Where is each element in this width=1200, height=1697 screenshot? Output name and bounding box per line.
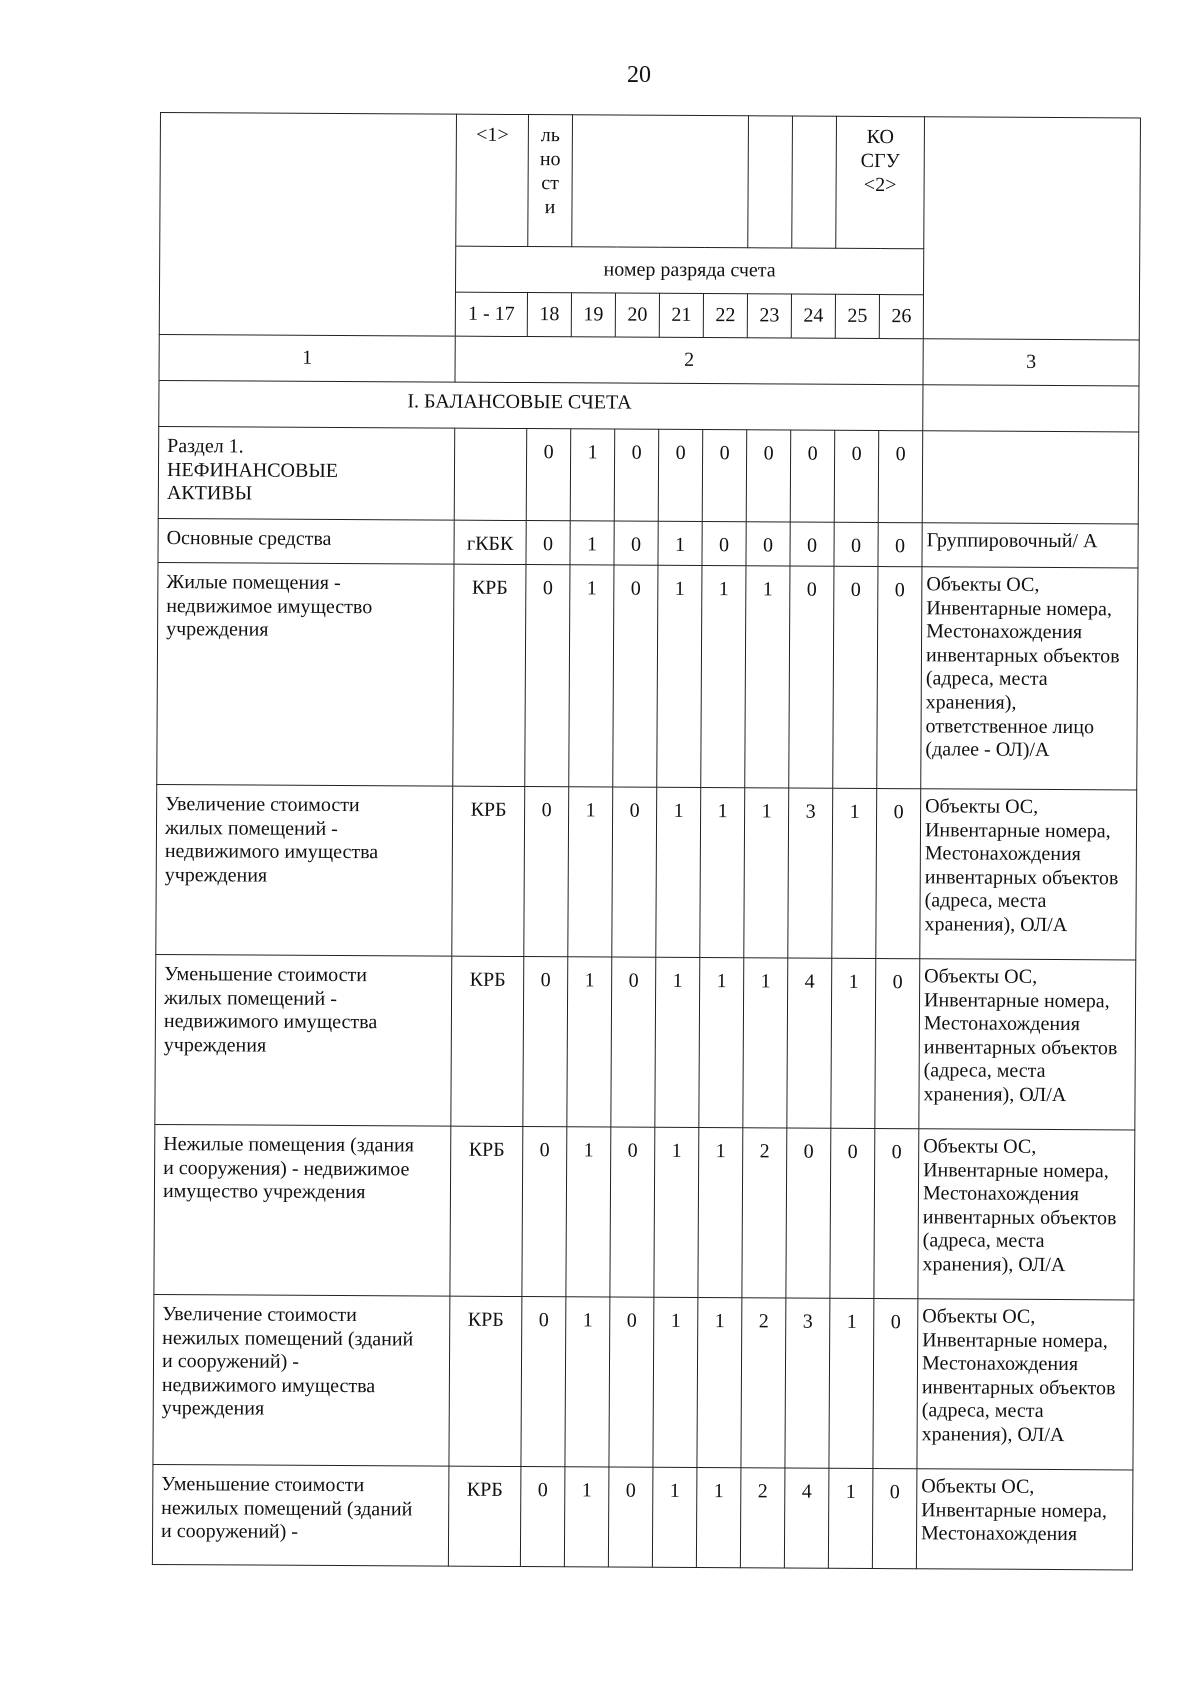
column-number: 1	[159, 334, 455, 382]
account-digit: 1	[699, 958, 744, 1128]
account-code: КРБ	[451, 956, 524, 1126]
account-digit: 0	[872, 1469, 917, 1569]
account-digit: 1	[570, 429, 615, 521]
account-name	[157, 562, 454, 786]
account-digit: 0	[608, 1467, 653, 1567]
digit-label: 25	[835, 294, 879, 338]
account-digit: 0	[526, 429, 571, 521]
analytics-line: Объекты ОС,	[921, 1475, 1035, 1498]
name-line: Раздел 1.	[167, 435, 244, 458]
column-number-row	[159, 334, 1139, 385]
account-digit: 1	[745, 566, 790, 788]
account-code: КРБ	[450, 1126, 523, 1296]
account-digit: 1	[829, 1298, 874, 1468]
header-blank-analytics	[923, 117, 1140, 340]
analytics-line: Объекты ОС,	[925, 795, 1039, 818]
account-digit: 0	[878, 523, 922, 567]
account-digit: 0	[612, 787, 657, 957]
account-digit: 0	[746, 430, 791, 522]
account-code: КРБ	[449, 1296, 522, 1466]
analytics-line: Местонахождения	[924, 842, 1081, 866]
section-title-row	[159, 380, 1139, 431]
analytics-line: Инвентарные номера,	[923, 1158, 1109, 1182]
name-line: жилых помещений -	[163, 986, 337, 1010]
account-digit: 0	[873, 1299, 918, 1469]
account-code: КРБ	[452, 786, 525, 956]
analytics-line: Объекты ОС,	[924, 965, 1038, 988]
analytics-line: хранения), ОЛ/А	[921, 1423, 1065, 1447]
account-digit: 0	[790, 430, 835, 522]
header-blank-group-1	[572, 115, 749, 248]
account-name	[153, 1294, 450, 1466]
digit-label: 20	[615, 293, 659, 337]
section-title-text: I. БАЛАНСОВЫЕ СЧЕТА	[407, 390, 632, 414]
account-digit: 3	[785, 1298, 830, 1468]
table-row	[157, 562, 1138, 789]
header-sign-line: и	[544, 196, 556, 219]
digit-label: 26	[879, 295, 923, 339]
header-kosgu	[836, 116, 925, 248]
account-digit: 0	[525, 565, 570, 787]
account-digit: 1	[654, 1127, 699, 1297]
name-line: учреждения	[161, 1397, 265, 1420]
account-digit: 0	[614, 521, 658, 565]
analytics-line: инвентарных объектов	[922, 1206, 1117, 1230]
account-digit: 0	[834, 430, 879, 522]
name-line: АКТИВЫ	[166, 482, 253, 505]
digit-label: 21	[659, 293, 703, 337]
analytics-line: ответственное лицо	[925, 714, 1095, 738]
analytics-line: Группировочный/ А	[926, 529, 1098, 553]
header-sign-fragment	[528, 115, 573, 247]
account-digit: 1	[701, 566, 746, 788]
section-title	[159, 380, 923, 430]
name-line: учреждения	[166, 618, 269, 641]
account-digit: 0	[834, 522, 878, 566]
header-sign-line: но	[539, 148, 561, 171]
analytics-line: Объекты ОС,	[923, 1135, 1037, 1158]
account-digit: 1	[700, 788, 745, 958]
name-line: НЕФИНАНСОВЫЕ	[166, 458, 339, 482]
account-digit: 0	[658, 429, 703, 521]
account-analytics	[920, 789, 1137, 960]
header-kosgu-line: КО	[866, 125, 895, 149]
analytics-line: хранения), ОЛ/А	[923, 1083, 1067, 1107]
account-digit: 0	[614, 429, 659, 521]
digit-label: 23	[747, 294, 791, 338]
account-digit: 0	[520, 1467, 565, 1567]
account-name	[152, 1464, 449, 1566]
account-digit: 0	[874, 1129, 919, 1299]
account-digit: 0	[521, 1297, 566, 1467]
account-digit: 1	[698, 1128, 743, 1298]
account-name	[156, 784, 453, 956]
account-digit: 0	[702, 430, 747, 522]
account-digit: 0	[746, 522, 790, 566]
account-digit: 0	[876, 789, 921, 959]
account-digit: 1	[653, 1297, 698, 1467]
table-row	[153, 1294, 1134, 1469]
account-digit: 1	[696, 1468, 741, 1568]
name-line: Уменьшение стоимости	[161, 1473, 365, 1497]
name-line: учреждения	[164, 863, 268, 887]
account-digit: 2	[740, 1468, 785, 1568]
header-blank-name	[159, 113, 456, 337]
account-name	[154, 1124, 451, 1296]
analytics-line: инвентарных объектов	[924, 866, 1119, 890]
account-digit: 1	[658, 521, 702, 565]
page-number: 20	[627, 62, 651, 88]
digit-label: 19	[571, 293, 615, 337]
account-digit: 0	[524, 787, 569, 957]
table-row	[156, 784, 1137, 959]
analytics-line: Инвентарные номера,	[923, 988, 1110, 1012]
name-line: нежилых помещений (зданий	[161, 1496, 413, 1521]
account-digit: 2	[741, 1298, 786, 1468]
analytics-line: хранения), ОЛ/А	[924, 913, 1068, 937]
account-digit: 4	[784, 1468, 829, 1568]
name-line: Увеличение стоимости	[165, 793, 360, 817]
analytics-line: Инвентарные номера,	[922, 1328, 1108, 1352]
analytics-line: (адреса, места	[924, 889, 1047, 913]
analytics-line: хранения),	[925, 691, 1017, 714]
name-line: Нежилые помещения (здания	[163, 1133, 415, 1157]
account-code: гКБК	[454, 520, 526, 564]
account-digit: 0	[611, 957, 656, 1127]
account-digit: 0	[786, 1128, 831, 1298]
account-digit: 1	[744, 788, 789, 958]
account-code: КРБ	[448, 1466, 521, 1566]
account-digit: 0	[789, 566, 834, 788]
name-line: и сооружений) -	[161, 1520, 299, 1543]
account-digit: 1	[831, 958, 876, 1128]
analytics-line: Местонахождения	[921, 1522, 1078, 1546]
account-digit: 0	[877, 567, 922, 789]
column-number: 3	[923, 339, 1139, 386]
analytics-line: (адреса, места	[925, 667, 1048, 691]
header-sign-line: ль	[540, 124, 560, 147]
account-digit: 0	[790, 522, 834, 566]
name-line: недвижимого имущества	[161, 1373, 376, 1398]
account-digit: 0	[523, 957, 568, 1127]
account-digit: 0	[875, 959, 920, 1129]
name-line: Увеличение стоимости	[162, 1303, 357, 1327]
account-digit: 0	[830, 1128, 875, 1298]
analytics-line: инвентарных объектов	[923, 1036, 1118, 1060]
name-line: и сооружения) - недвижимое	[163, 1156, 410, 1181]
digit-label: 22	[703, 294, 747, 338]
analytics-line: Местонахождения	[923, 1012, 1081, 1036]
account-analytics	[922, 523, 1138, 568]
account-digit: 0	[613, 565, 658, 787]
chart-of-accounts-sheet	[152, 112, 1140, 1570]
account-analytics	[917, 1299, 1134, 1470]
analytics-line: Местонахождения	[926, 620, 1083, 644]
account-name	[155, 954, 452, 1126]
name-line: недвижимого имущества	[163, 1010, 378, 1034]
chart-of-accounts-table	[152, 112, 1141, 1570]
analytics-line: (адреса, места	[921, 1399, 1044, 1423]
analytics-line: (адреса, места	[922, 1229, 1045, 1253]
account-digit: 1	[657, 565, 702, 787]
account-digit: 0	[609, 1297, 654, 1467]
name-line: недвижимое имущество	[166, 594, 373, 618]
account-digit: 0	[702, 522, 746, 566]
header-blank-group-2	[748, 116, 793, 248]
analytics-line: Объекты ОС,	[922, 1305, 1036, 1328]
analytics-line: Местонахождения	[921, 1352, 1079, 1376]
account-digit: 1	[655, 957, 700, 1127]
header-code-note: <1>	[456, 114, 529, 246]
account-digit: 0	[878, 431, 923, 523]
account-digit: 1	[656, 787, 701, 957]
account-digit: 1	[564, 1467, 609, 1567]
name-line: и сооружений) -	[161, 1350, 300, 1373]
table-row	[152, 1464, 1133, 1569]
header-blank-group-3	[792, 116, 837, 248]
account-digit: 1	[570, 521, 614, 565]
account-analytics	[918, 1129, 1135, 1300]
table-row	[155, 954, 1136, 1129]
account-digit: 1	[567, 957, 612, 1127]
account-digit: 4	[787, 958, 832, 1128]
account-digit: 0	[526, 521, 570, 565]
analytics-line: хранения), ОЛ/А	[922, 1253, 1066, 1277]
name-line: недвижимого имущества	[164, 840, 379, 864]
analytics-line: Объекты ОС,	[926, 573, 1040, 596]
account-digit: 1	[565, 1297, 610, 1467]
analytics-line: Местонахождения	[922, 1182, 1080, 1206]
account-code	[454, 428, 527, 520]
account-digit: 1	[568, 787, 613, 957]
name-line: жилых помещений -	[164, 816, 338, 840]
account-digit: 0	[522, 1127, 567, 1297]
account-analytics	[921, 567, 1138, 790]
section-title-blank	[923, 385, 1139, 432]
header-row-labels	[160, 113, 1141, 250]
account-digit: 0	[833, 566, 878, 788]
header-sign-line: ст	[541, 172, 559, 195]
account-analytics	[916, 1469, 1133, 1570]
account-name	[158, 518, 454, 564]
account-digit: 1	[743, 958, 788, 1128]
header-kosgu-line: СГУ	[860, 149, 900, 173]
digit-label: 24	[791, 294, 835, 338]
account-name	[158, 426, 455, 520]
column-number: 2	[455, 336, 923, 385]
analytics-line: Инвентарные номера,	[926, 596, 1112, 620]
account-analytics	[922, 431, 1139, 524]
account-digit: 1	[569, 565, 614, 787]
analytics-line: (адреса, места	[923, 1059, 1046, 1083]
digits-caption: номер разряда счета	[455, 246, 923, 295]
analytics-line: Инвентарные номера,	[924, 818, 1111, 842]
name-line: Жилые помещения -	[166, 571, 341, 595]
account-digit: 1	[697, 1298, 742, 1468]
name-line: Основные средства	[166, 527, 332, 550]
account-digit: 1	[566, 1127, 611, 1297]
account-digit: 0	[610, 1127, 655, 1297]
analytics-line: Инвентарные номера,	[921, 1498, 1107, 1522]
analytics-line: инвентарных объектов	[925, 644, 1120, 668]
header-kosgu-line: <2>	[863, 173, 897, 197]
analytics-line: инвентарных объектов	[921, 1376, 1116, 1400]
digit-label: 18	[527, 293, 571, 337]
account-analytics	[919, 959, 1136, 1130]
name-line: нежилых помещений (зданий	[162, 1326, 414, 1351]
account-digit: 1	[832, 788, 877, 958]
digit-label: 1 - 17	[455, 292, 527, 336]
analytics-line: (далее - ОЛ)/А	[925, 738, 1050, 762]
table-row	[154, 1124, 1135, 1299]
account-digit: 1	[828, 1468, 873, 1568]
account-digit: 3	[788, 788, 833, 958]
name-line: Уменьшение стоимости	[164, 963, 368, 987]
account-digit: 1	[652, 1467, 697, 1567]
table-row	[158, 518, 1138, 567]
name-line: учреждения	[163, 1033, 267, 1057]
table-row	[158, 426, 1138, 523]
account-code: КРБ	[453, 564, 526, 786]
account-digit: 2	[742, 1128, 787, 1298]
name-line: имущество учреждения	[162, 1180, 366, 1204]
